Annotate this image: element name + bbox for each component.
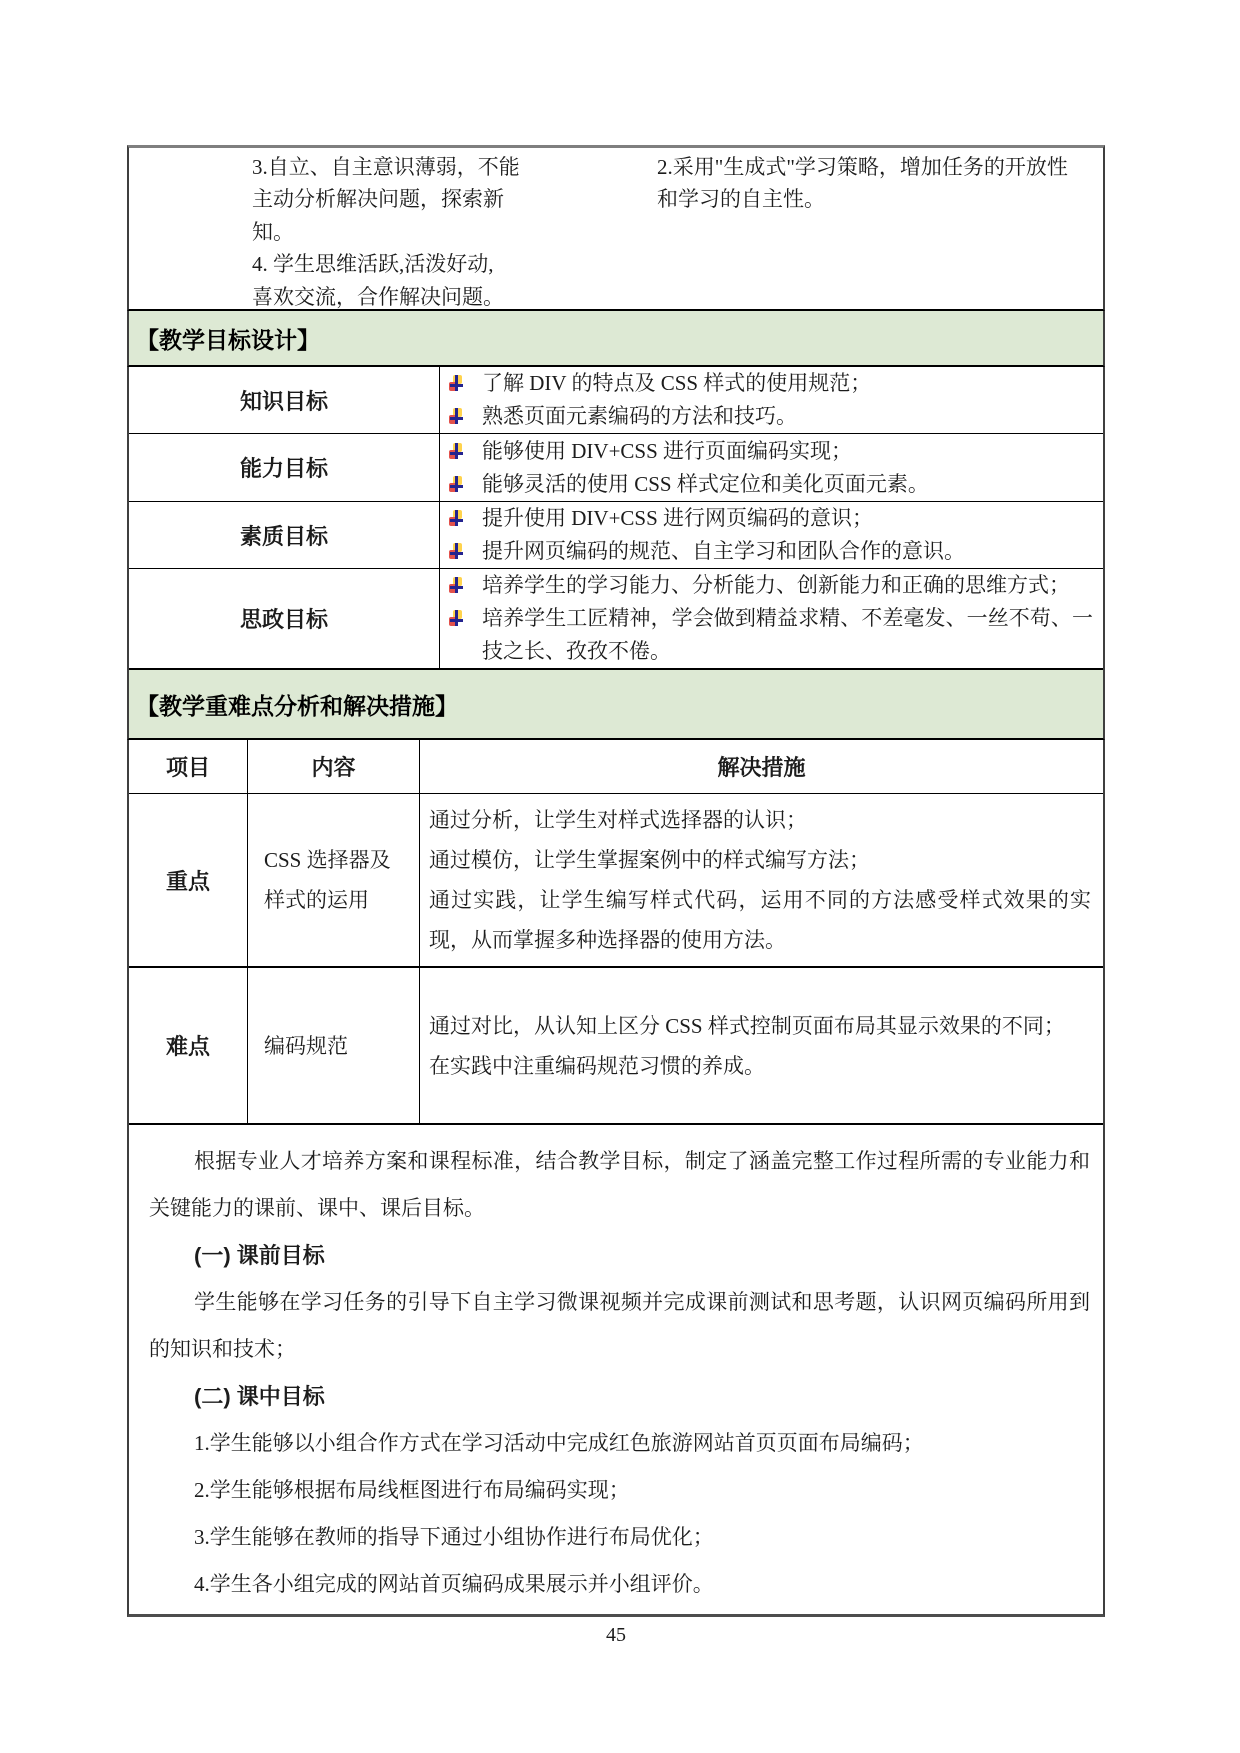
column-header: 项目: [129, 740, 248, 793]
list-item: [449, 535, 1093, 568]
list-item-text: 能够使用 DIV+CSS 进行页面编码实现；: [482, 438, 853, 463]
colored-plus-bullet-icon: [449, 510, 464, 527]
paragraph: 根据专业人才培养方案和课程标准，结合教学目标，制定了涵盖完整工作过程所需的专业能力和关键能力的课前、课中、课后目标。: [149, 1149, 1090, 1220]
colored-plus-bullet-icon: [449, 443, 464, 460]
colored-plus-bullet-icon: [449, 408, 464, 425]
goals-section: [127, 1125, 1105, 1617]
paragraph: 学生能够在学习任务的引导下自主学习微课视频并完成课前测试和思考题，认识网页编码所用到的知识和技术；: [149, 1290, 1090, 1361]
table-row: [129, 569, 1103, 670]
objective-items: [440, 434, 1103, 501]
measures-cell: [420, 794, 1103, 966]
list-item: [449, 502, 1093, 535]
objective-items: [440, 569, 1103, 668]
colored-plus-bullet-icon: [449, 610, 464, 627]
objective-items: [440, 367, 1103, 433]
section-header-objectives: 【教学目标设计】: [127, 311, 1105, 367]
section-heading: (二) 课中目标: [194, 1384, 325, 1409]
lesson-plan-table: [127, 145, 1105, 1647]
list-item: [449, 367, 1093, 400]
list-item: [449, 400, 1093, 433]
objective-label: 知识目标: [129, 367, 440, 433]
colored-plus-bullet-icon: [449, 577, 464, 594]
student-traits-cell: [252, 151, 644, 309]
difficulties-table: [127, 740, 1105, 1125]
numbered-item: 3.学生能够在教师的指导下通过小组协作进行布局优化；: [194, 1525, 714, 1549]
colored-plus-bullet-icon: [449, 476, 464, 493]
numbered-item: 2.学生能够根据布局线框图进行布局编码实现；: [194, 1478, 630, 1502]
list-item-text: 了解 DIV 的特点及 CSS 样式的使用规范；: [482, 371, 872, 395]
objective-label: 能力目标: [129, 434, 440, 501]
objective-items: [440, 502, 1103, 568]
list-item: [449, 435, 1093, 468]
section-heading: (一) 课前目标: [194, 1243, 325, 1268]
objective-label: 素质目标: [129, 502, 440, 568]
text-line: 知。: [252, 219, 294, 244]
table-row: [129, 794, 1103, 968]
text-line: 喜欢交流，合作解决问题。: [252, 284, 504, 309]
list-item-text: 提升网页编码的规范、自主学习和团队合作的意识。: [482, 539, 965, 563]
measure-line: 通过模仿，让学生掌握案例中的样式编写方法；: [429, 848, 870, 872]
list-item-text: 培养学生工匠精神，学会做到精益求精、不差毫发、一丝不苟、一技之长、孜孜不倦。: [482, 606, 1093, 663]
table-row: [129, 968, 1103, 1125]
point-content-cell: 编码规范: [248, 968, 420, 1123]
column-header: 解决措施: [717, 755, 806, 780]
student-analysis-continued: [127, 145, 1105, 311]
empty-cell: [129, 151, 252, 309]
text-line: 和学习的自主性。: [657, 187, 825, 212]
text-line: 3.自立、自主意识薄弱，不能: [252, 155, 520, 179]
measure-line: 通过分析，让学生对样式选择器的认识；: [429, 808, 807, 832]
measure-line: 在实践中注重编码规范习惯的养成。: [429, 1053, 765, 1078]
measures-cell: [420, 968, 1103, 1123]
objective-label: 思政目标: [129, 569, 440, 668]
text-line: 2.采用"生成式"学习策略，增加任务的开放性: [657, 155, 1068, 179]
objectives-table: [127, 367, 1105, 670]
table-header-row: [129, 740, 1103, 794]
table-row: [129, 502, 1103, 569]
column-header: 内容: [248, 740, 420, 793]
table-row: [129, 367, 1103, 434]
point-type-cell: 重点: [129, 794, 248, 966]
list-item-text: 熟悉页面元素编码的方法和技巧。: [482, 404, 797, 428]
list-item: [449, 602, 1093, 668]
point-content-cell: CSS 选择器及样式的运用: [248, 794, 420, 966]
numbered-item: 1.学生能够以小组合作方式在学习活动中完成红色旅游网站首页页面布局编码；: [194, 1431, 924, 1455]
list-item-text: 能够灵活的使用 CSS 样式定位和美化页面元素。: [482, 471, 929, 496]
list-item-text: 培养学生的学习能力、分析能力、创新能力和正确的思维方式；: [482, 573, 1070, 597]
text-line: 主动分析解决问题，探索新: [252, 187, 504, 212]
list-item: [449, 569, 1093, 602]
table-row: [129, 434, 1103, 502]
strategy-cell: [644, 151, 1103, 309]
text-line: 4. 学生思维活跃,活泼好动,: [252, 252, 494, 277]
section-header-difficulties: 【教学重难点分析和解决措施】: [127, 670, 1105, 740]
colored-plus-bullet-icon: [449, 375, 464, 392]
measure-line: 通过对比，从认知上区分 CSS 样式控制页面布局其显示效果的不同；: [429, 1013, 1065, 1038]
numbered-item: 4.学生各小组完成的网站首页编码成果展示并小组评价。: [194, 1572, 714, 1596]
page-number: 45: [606, 1624, 626, 1646]
colored-plus-bullet-icon: [449, 543, 464, 560]
list-item: [449, 468, 1093, 501]
measure-line: 通过实践，让学生编写样式代码，运用不同的方法感受样式效果的实现，从而掌握多种选择器的使用方法。: [429, 888, 1091, 952]
point-type-cell: 难点: [129, 968, 248, 1123]
list-item-text: 提升使用 DIV+CSS 进行网页编码的意识；: [482, 506, 874, 530]
